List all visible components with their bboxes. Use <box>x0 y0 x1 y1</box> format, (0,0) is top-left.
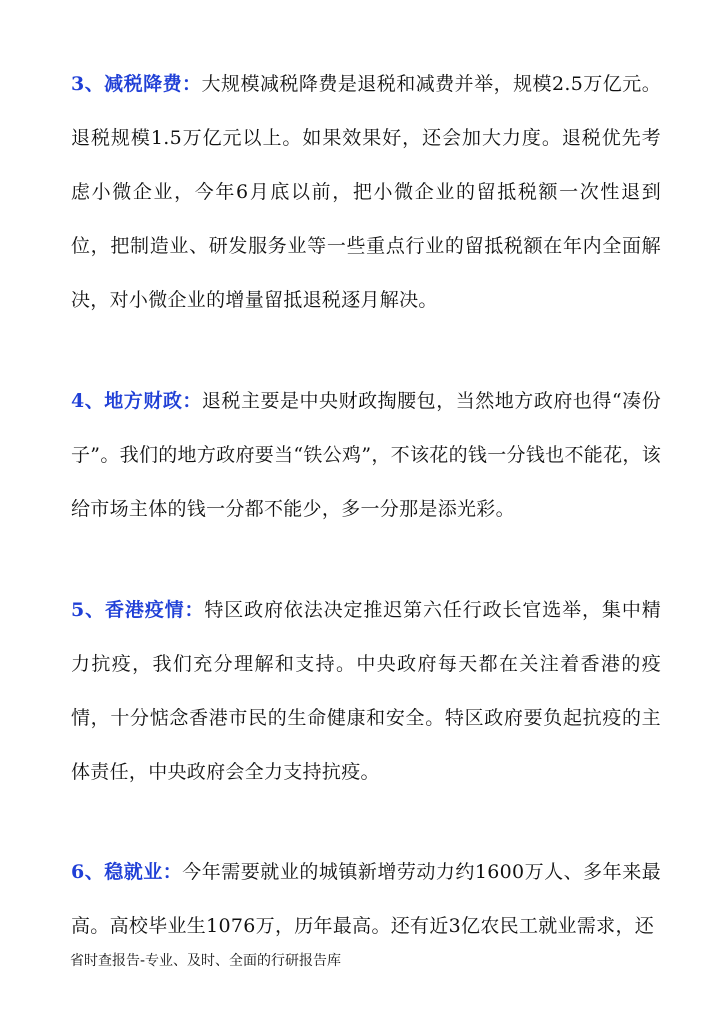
footer-watermark: 省时查报告-专业、及时、全面的行研报告库 <box>70 951 349 971</box>
section-heading: 6、稳就业： <box>71 861 183 883</box>
section-local-finance <box>71 374 661 536</box>
section-body: 大规模减税降费是退税和减费并举，规模2.5万亿元。退税规模1.5万亿元以上。如果效果好，还会加大力度。退税优先考虑小微企业，今年6月底以前，把小微企业的留抵税额一次性退到位，把制造业、研发服务业等一些重点行业的留抵税额在年内全面解决，对小微企业的增量留抵退税逐月解决。 <box>71 73 662 311</box>
section-heading: 3、减税降费： <box>71 73 202 95</box>
section-tax-cuts <box>71 57 661 327</box>
section-heading: 5、香港疫情： <box>71 599 205 621</box>
section-employment <box>71 845 661 953</box>
section-body: 退税主要是中央财政掏腰包，当然地方政府也得“凑份子”。我们的地方政府要当“铁公鸡”，不该花的钱一分钱也不能花，该给市场主体的钱一分都不能少，多一分那是添光彩。 <box>71 390 661 520</box>
section-heading: 4、地方财政： <box>71 390 202 412</box>
section-body: 今年需要就业的城镇新增劳动力约1600万人、多年来最高。高校毕业生1076万，历年最高。还有近3亿农民工就业需求，还 <box>71 861 662 937</box>
section-hong-kong-epidemic <box>71 583 661 799</box>
section-body: 特区政府依法决定推迟第六任行政长官选举，集中精力抗疫，我们充分理解和支持。中央政府每天都在关注着香港的疫情，十分惦念香港市民的生命健康和安全。特区政府要负起抗疫的主体责任，中央政府会全力支持抗疫。 <box>71 599 661 783</box>
